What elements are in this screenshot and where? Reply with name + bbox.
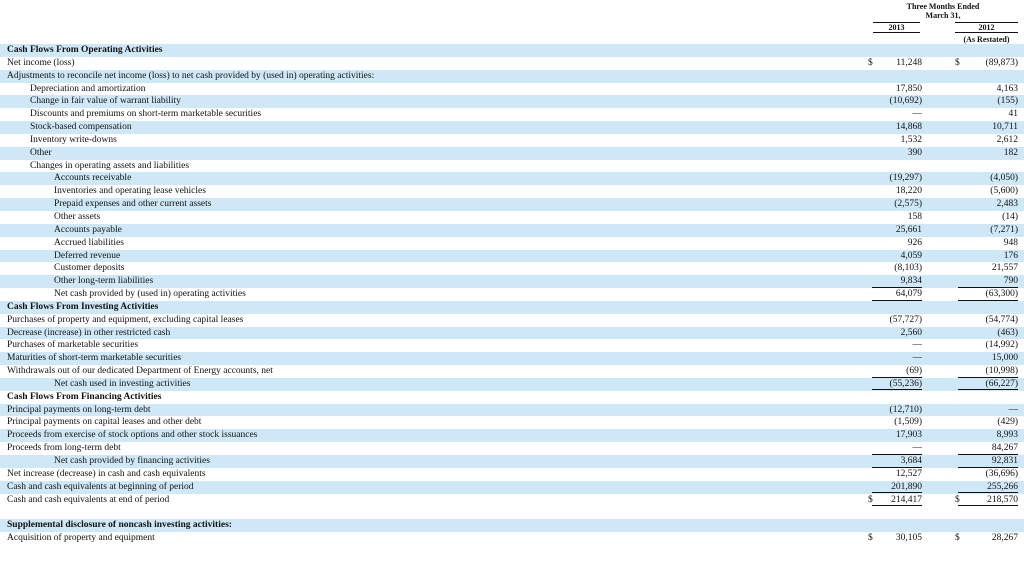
value-2012: 41 — [1008, 109, 1018, 120]
row-label: Proceeds from long-term debt — [7, 443, 121, 454]
value-2012: (14) — [1002, 211, 1018, 222]
section-header-row — [0, 391, 1024, 404]
table-row — [0, 250, 1024, 263]
table-row — [0, 429, 1024, 442]
table-row — [0, 481, 1024, 494]
table-row — [0, 83, 1024, 96]
value-2013: 30,105 — [895, 533, 922, 544]
currency-symbol-2012: $ — [955, 533, 960, 544]
row-label: Net cash used in investing activities — [54, 378, 191, 389]
table-row — [0, 237, 1024, 250]
value-2012: 218,570 — [958, 494, 1018, 507]
row-label: Cash Flows From Operating Activities — [7, 45, 163, 55]
row-label: Net cash provided by financing activities — [54, 456, 210, 466]
cash-flow-table — [0, 44, 1024, 545]
table-row — [0, 262, 1024, 275]
table-row — [0, 468, 1024, 481]
value-2012: 255,266 — [958, 481, 1018, 494]
value-2012: (5,600) — [990, 186, 1018, 197]
value-2013: (2,575) — [894, 199, 922, 210]
value-2013: 1,532 — [900, 134, 922, 145]
value-2013: 3,684 — [872, 455, 922, 468]
col2-restated-note: (As Restated) — [963, 35, 1010, 44]
table-row — [0, 57, 1024, 70]
value-2013: (69) — [872, 365, 922, 378]
table-row — [0, 455, 1024, 468]
row-label: Depreciation and amortization — [30, 83, 146, 94]
value-2012: 21,557 — [991, 263, 1018, 274]
value-2013: 17,903 — [895, 430, 922, 441]
table-row — [0, 108, 1024, 121]
row-label: Acquisition of property and equipment — [7, 533, 155, 544]
value-2012: (155) — [997, 96, 1018, 107]
table-row — [0, 352, 1024, 365]
value-2012: 28,267 — [991, 533, 1018, 544]
value-2013: 14,868 — [895, 122, 922, 133]
row-label: Supplemental disclosure of noncash investing activities: — [7, 520, 232, 531]
value-2012: (429) — [997, 417, 1018, 428]
row-label: Purchases of property and equipment, excluding capital leases — [7, 314, 244, 325]
row-label: Maturities of short-term marketable securities — [7, 353, 182, 364]
currency-symbol-2013: $ — [868, 533, 873, 544]
table-row — [0, 314, 1024, 327]
value-2012: 948 — [1003, 237, 1018, 248]
table-row — [0, 147, 1024, 160]
value-2013: 201,890 — [872, 481, 922, 494]
table-row — [0, 416, 1024, 429]
row-label: Purchases of marketable securities — [7, 340, 139, 351]
value-2013: — — [912, 109, 922, 120]
value-2013: 11,248 — [896, 57, 922, 68]
period-label-line2: March 31, — [925, 11, 961, 20]
col1-year: 2013 — [873, 22, 920, 33]
row-label: Accounts receivable — [54, 173, 132, 184]
table-row — [0, 494, 1024, 507]
row-label: Net cash provided by (used in) operating activities — [54, 289, 246, 300]
row-label: Customer deposits — [54, 263, 125, 274]
value-2012: 2,483 — [996, 199, 1018, 210]
table-row — [0, 532, 1024, 545]
value-2013: 18,220 — [895, 186, 922, 197]
table-row — [0, 198, 1024, 211]
value-2013: 2,560 — [900, 327, 922, 338]
table-row — [0, 442, 1024, 455]
row-label: Principal payments on long-term debt — [7, 404, 151, 415]
col2-year: 2012 — [955, 22, 1018, 33]
value-2013: — — [912, 353, 922, 364]
table-row — [0, 339, 1024, 352]
row-label: Prepaid expenses and other current assets — [54, 199, 212, 210]
value-2012: 790 — [958, 275, 1018, 288]
value-2012: (14,992) — [985, 340, 1018, 351]
row-label: Accrued liabilities — [54, 237, 124, 248]
value-2012: 4,163 — [996, 83, 1018, 94]
value-2013: 390 — [907, 147, 922, 158]
row-label: Principal payments on capital leases and other debt — [7, 417, 202, 428]
value-2013: (10,692) — [889, 96, 922, 107]
value-2013: — — [872, 442, 922, 455]
row-label: Cash and cash equivalents at end of period — [7, 494, 170, 505]
value-2012: (4,050) — [990, 173, 1018, 184]
row-label: Discounts and premiums on short-term marketable securities — [30, 109, 262, 120]
value-2012: 8,993 — [996, 430, 1018, 441]
currency-symbol-2013: $ — [868, 57, 873, 68]
value-2013: 12,527 — [895, 468, 922, 479]
table-row — [0, 160, 1024, 173]
table-row — [0, 95, 1024, 108]
spacer-row — [0, 506, 1024, 519]
value-2013: 9,834 — [872, 275, 922, 288]
row-label: Cash Flows From Investing Activities — [7, 301, 159, 312]
row-label: Stock-based compensation — [30, 122, 132, 133]
value-2013: 17,850 — [895, 83, 922, 94]
value-2012: (66,227) — [958, 378, 1018, 391]
value-2013: (12,710) — [889, 404, 922, 415]
value-2013: (1,509) — [894, 417, 922, 428]
table-row — [0, 275, 1024, 288]
table-row — [0, 327, 1024, 340]
table-row — [0, 185, 1024, 198]
row-label: Changes in operating assets and liabilities — [30, 160, 190, 171]
value-2012: (10,998) — [958, 365, 1018, 378]
section-header-row — [0, 301, 1024, 314]
row-label: Adjustments to reconcile net income (loss) to net cash provided by (used in) operating activities: — [7, 70, 375, 81]
table-row — [0, 70, 1024, 83]
row-label: Net income (loss) — [7, 57, 75, 68]
value-2012: — — [1008, 404, 1018, 415]
value-2012: (36,696) — [985, 468, 1018, 479]
value-2013: 214,417 — [872, 494, 922, 507]
row-label: Other long-term liabilities — [54, 276, 154, 287]
table-row — [0, 378, 1024, 391]
section-header-row — [0, 44, 1024, 57]
value-2012: (63,300) — [958, 288, 1018, 301]
value-2012: (89,873) — [985, 57, 1018, 68]
value-2012: 2,612 — [996, 134, 1018, 145]
row-label: Withdrawals out of our dedicated Department of Energy accounts, net — [7, 366, 273, 377]
section-header-row — [0, 519, 1024, 532]
row-label: Inventory write-downs — [30, 134, 117, 145]
row-label: Inventories and operating lease vehicles — [54, 186, 206, 197]
value-2013: 25,661 — [895, 224, 922, 235]
value-2012: (463) — [997, 327, 1018, 338]
row-label: Deferred revenue — [54, 250, 121, 261]
value-2013: (19,297) — [889, 173, 922, 184]
value-2012: 176 — [1003, 250, 1018, 261]
row-label: Proceeds from exercise of stock options and other stock issuances — [7, 430, 258, 441]
currency-symbol-2013: $ — [868, 494, 873, 505]
table-row — [0, 288, 1024, 301]
row-label: Other assets — [54, 211, 101, 222]
table-row — [0, 121, 1024, 134]
column-header — [0, 0, 1024, 44]
period-label-line1: Three Months Ended — [906, 2, 980, 11]
row-label: Change in fair value of warrant liability — [30, 96, 181, 107]
table-row — [0, 224, 1024, 237]
row-label: Other — [30, 147, 52, 158]
value-2012: 182 — [1003, 147, 1018, 158]
value-2013: 158 — [907, 211, 922, 222]
row-label: Cash Flows From Financing Activities — [7, 391, 162, 402]
value-2012: 10,711 — [992, 122, 1018, 133]
table-row — [0, 404, 1024, 417]
value-2013: — — [912, 340, 922, 351]
table-row — [0, 134, 1024, 147]
row-label: Decrease (increase) in other restricted cash — [7, 327, 171, 338]
value-2013: (8,103) — [894, 263, 922, 274]
value-2013: 64,079 — [872, 288, 922, 301]
value-2012: (7,271) — [990, 224, 1018, 235]
row-label: Accounts payable — [54, 224, 122, 235]
value-2012: 92,831 — [958, 455, 1018, 468]
currency-symbol-2012: $ — [955, 494, 960, 505]
value-2012: 15,000 — [991, 353, 1018, 364]
table-row — [0, 211, 1024, 224]
currency-symbol-2012: $ — [955, 57, 960, 68]
table-row — [0, 365, 1024, 378]
table-row — [0, 172, 1024, 185]
value-2012: 84,267 — [958, 442, 1018, 455]
value-2013: 4,059 — [900, 250, 922, 261]
value-2013: (57,727) — [889, 314, 922, 325]
value-2012: (54,774) — [985, 314, 1018, 325]
value-2013: 926 — [907, 237, 922, 248]
row-label: Net increase (decrease) in cash and cash equivalents — [7, 468, 206, 479]
value-2013: (55,236) — [872, 378, 922, 391]
row-label: Cash and cash equivalents at beginning of period — [7, 481, 194, 492]
